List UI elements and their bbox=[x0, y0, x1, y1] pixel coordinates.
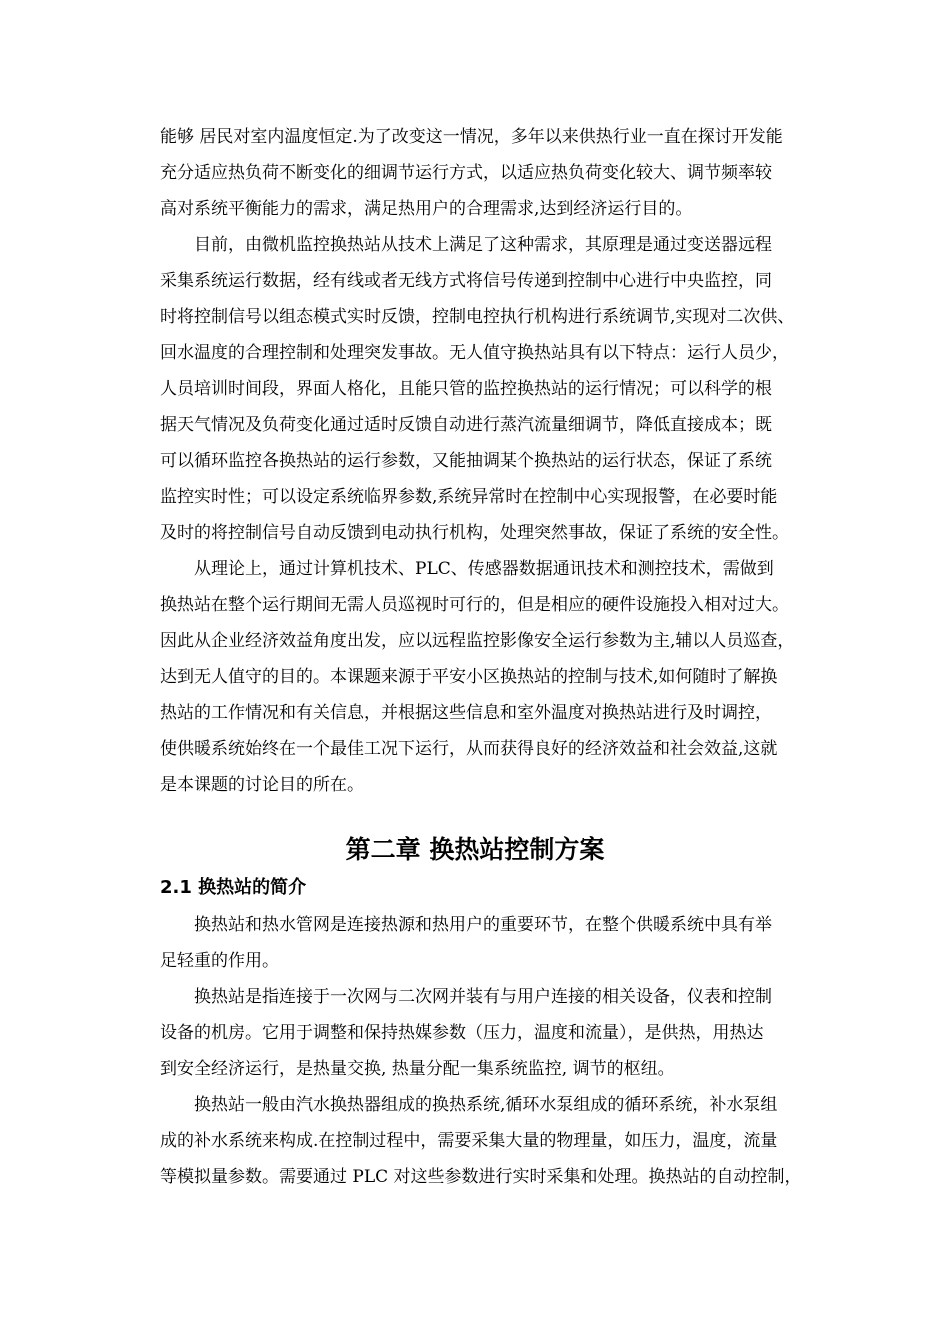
body-text-line: 能够 居民对室内温度恒定.为了改变这一情况，多年以来供热行业一直在探讨开发能 bbox=[160, 127, 783, 147]
body-text-line: 充分适应热负荷不断变化的细调节运行方式，以适应热负荷变化较大、调节频率较 bbox=[160, 163, 772, 183]
chapter-title: 第二章 换热站控制方案 bbox=[345, 835, 605, 864]
body-text-line: 人员培训时间段，界面人格化，且能只管的监控换热站的运行情况；可以科学的根 bbox=[160, 379, 772, 399]
body-text-line: 回水温度的合理控制和处理突发事故。无人值守换热站具有以下特点：运行人员少， bbox=[160, 343, 789, 363]
body-text-line: 从理论上，通过计算机技术、PLC、传感器数据通讯技术和测控技术，需做到 bbox=[160, 559, 774, 579]
body-text-line: 设备的机房。它用于调整和保持热媒参数（压力，温度和流量），是供热，用热达 bbox=[160, 1023, 764, 1043]
body-text-line: 换热站和热水管网是连接热源和热用户的重要环节，在整个供暖系统中具有举 bbox=[160, 915, 772, 935]
body-text-line: 据天气情况及负荷变化通过适时反馈自动进行蒸汽流量细调节，降低直接成本；既 bbox=[160, 415, 772, 435]
body-text-line: 达到无人值守的目的。本课题来源于平安小区换热站的控制与技术,如何随时了解换 bbox=[160, 667, 778, 687]
body-text-line: 及时的将控制信号自动反馈到电动执行机构，处理突然事故，保证了系统的安全性。 bbox=[160, 523, 789, 543]
body-text-line: 监控实时性；可以设定系统临界参数,系统异常时在控制中心实现报警，在必要时能 bbox=[160, 487, 778, 507]
body-text-line: 足轻重的作用。 bbox=[160, 951, 279, 971]
body-text-line: 换热站一般由汽水换热器组成的换热系统,循环水泵组成的循环系统，补水泵组 bbox=[160, 1095, 778, 1115]
body-text-line: 时将控制信号以组态模式实时反馈，控制电控执行机构进行系统调节,实现对二次供、 bbox=[160, 307, 795, 327]
body-text-line: 因此从企业经济效益角度出发，应以远程监控影像安全运行参数为主,辅以人员巡查， bbox=[160, 631, 795, 651]
body-text-line: 换热站在整个运行期间无需人员巡视时可行的，但是相应的硬件设施投入相对过大。 bbox=[160, 595, 789, 615]
body-text-line: 热站的工作情况和有关信息，并根据这些信息和室外温度对换热站进行及时调控， bbox=[160, 703, 772, 723]
body-text-line: 等模拟量参数。需要通过 PLC 对这些参数进行实时采集和处理。换热站的自动控制， bbox=[160, 1167, 802, 1187]
body-text-line: 目前，由微机监控换热站从技术上满足了这种需求，其原理是通过变送器远程 bbox=[160, 235, 772, 255]
body-text-line: 使供暖系统始终在一个最佳工况下运行，从而获得良好的经济效益和社会效益,这就 bbox=[160, 739, 778, 759]
body-text-line: 到安全经济运行，是热量交换, 热量分配一集系统监控, 调节的枢纽。 bbox=[160, 1059, 675, 1079]
body-text-line: 高对系统平衡能力的需求，满足热用户的合理需求,达到经济运行目的。 bbox=[160, 199, 693, 219]
section-heading: 2.1 换热站的简介 bbox=[160, 877, 307, 898]
body-text-line: 是本课题的讨论目的所在。 bbox=[160, 775, 364, 795]
body-text-line: 采集系统运行数据，经有线或者无线方式将信号传递到控制中心进行中央监控，同 bbox=[160, 271, 772, 291]
body-text-line: 成的补水系统来构成.在控制过程中，需要采集大量的物理量，如压力，温度，流量 bbox=[160, 1131, 778, 1151]
body-text-line: 换热站是指连接于一次网与二次网并装有与用户连接的相关设备，仪表和控制 bbox=[160, 987, 772, 1007]
body-text-line: 可以循环监控各换热站的运行参数，又能抽调某个换热站的运行状态，保证了系统 bbox=[160, 451, 772, 471]
